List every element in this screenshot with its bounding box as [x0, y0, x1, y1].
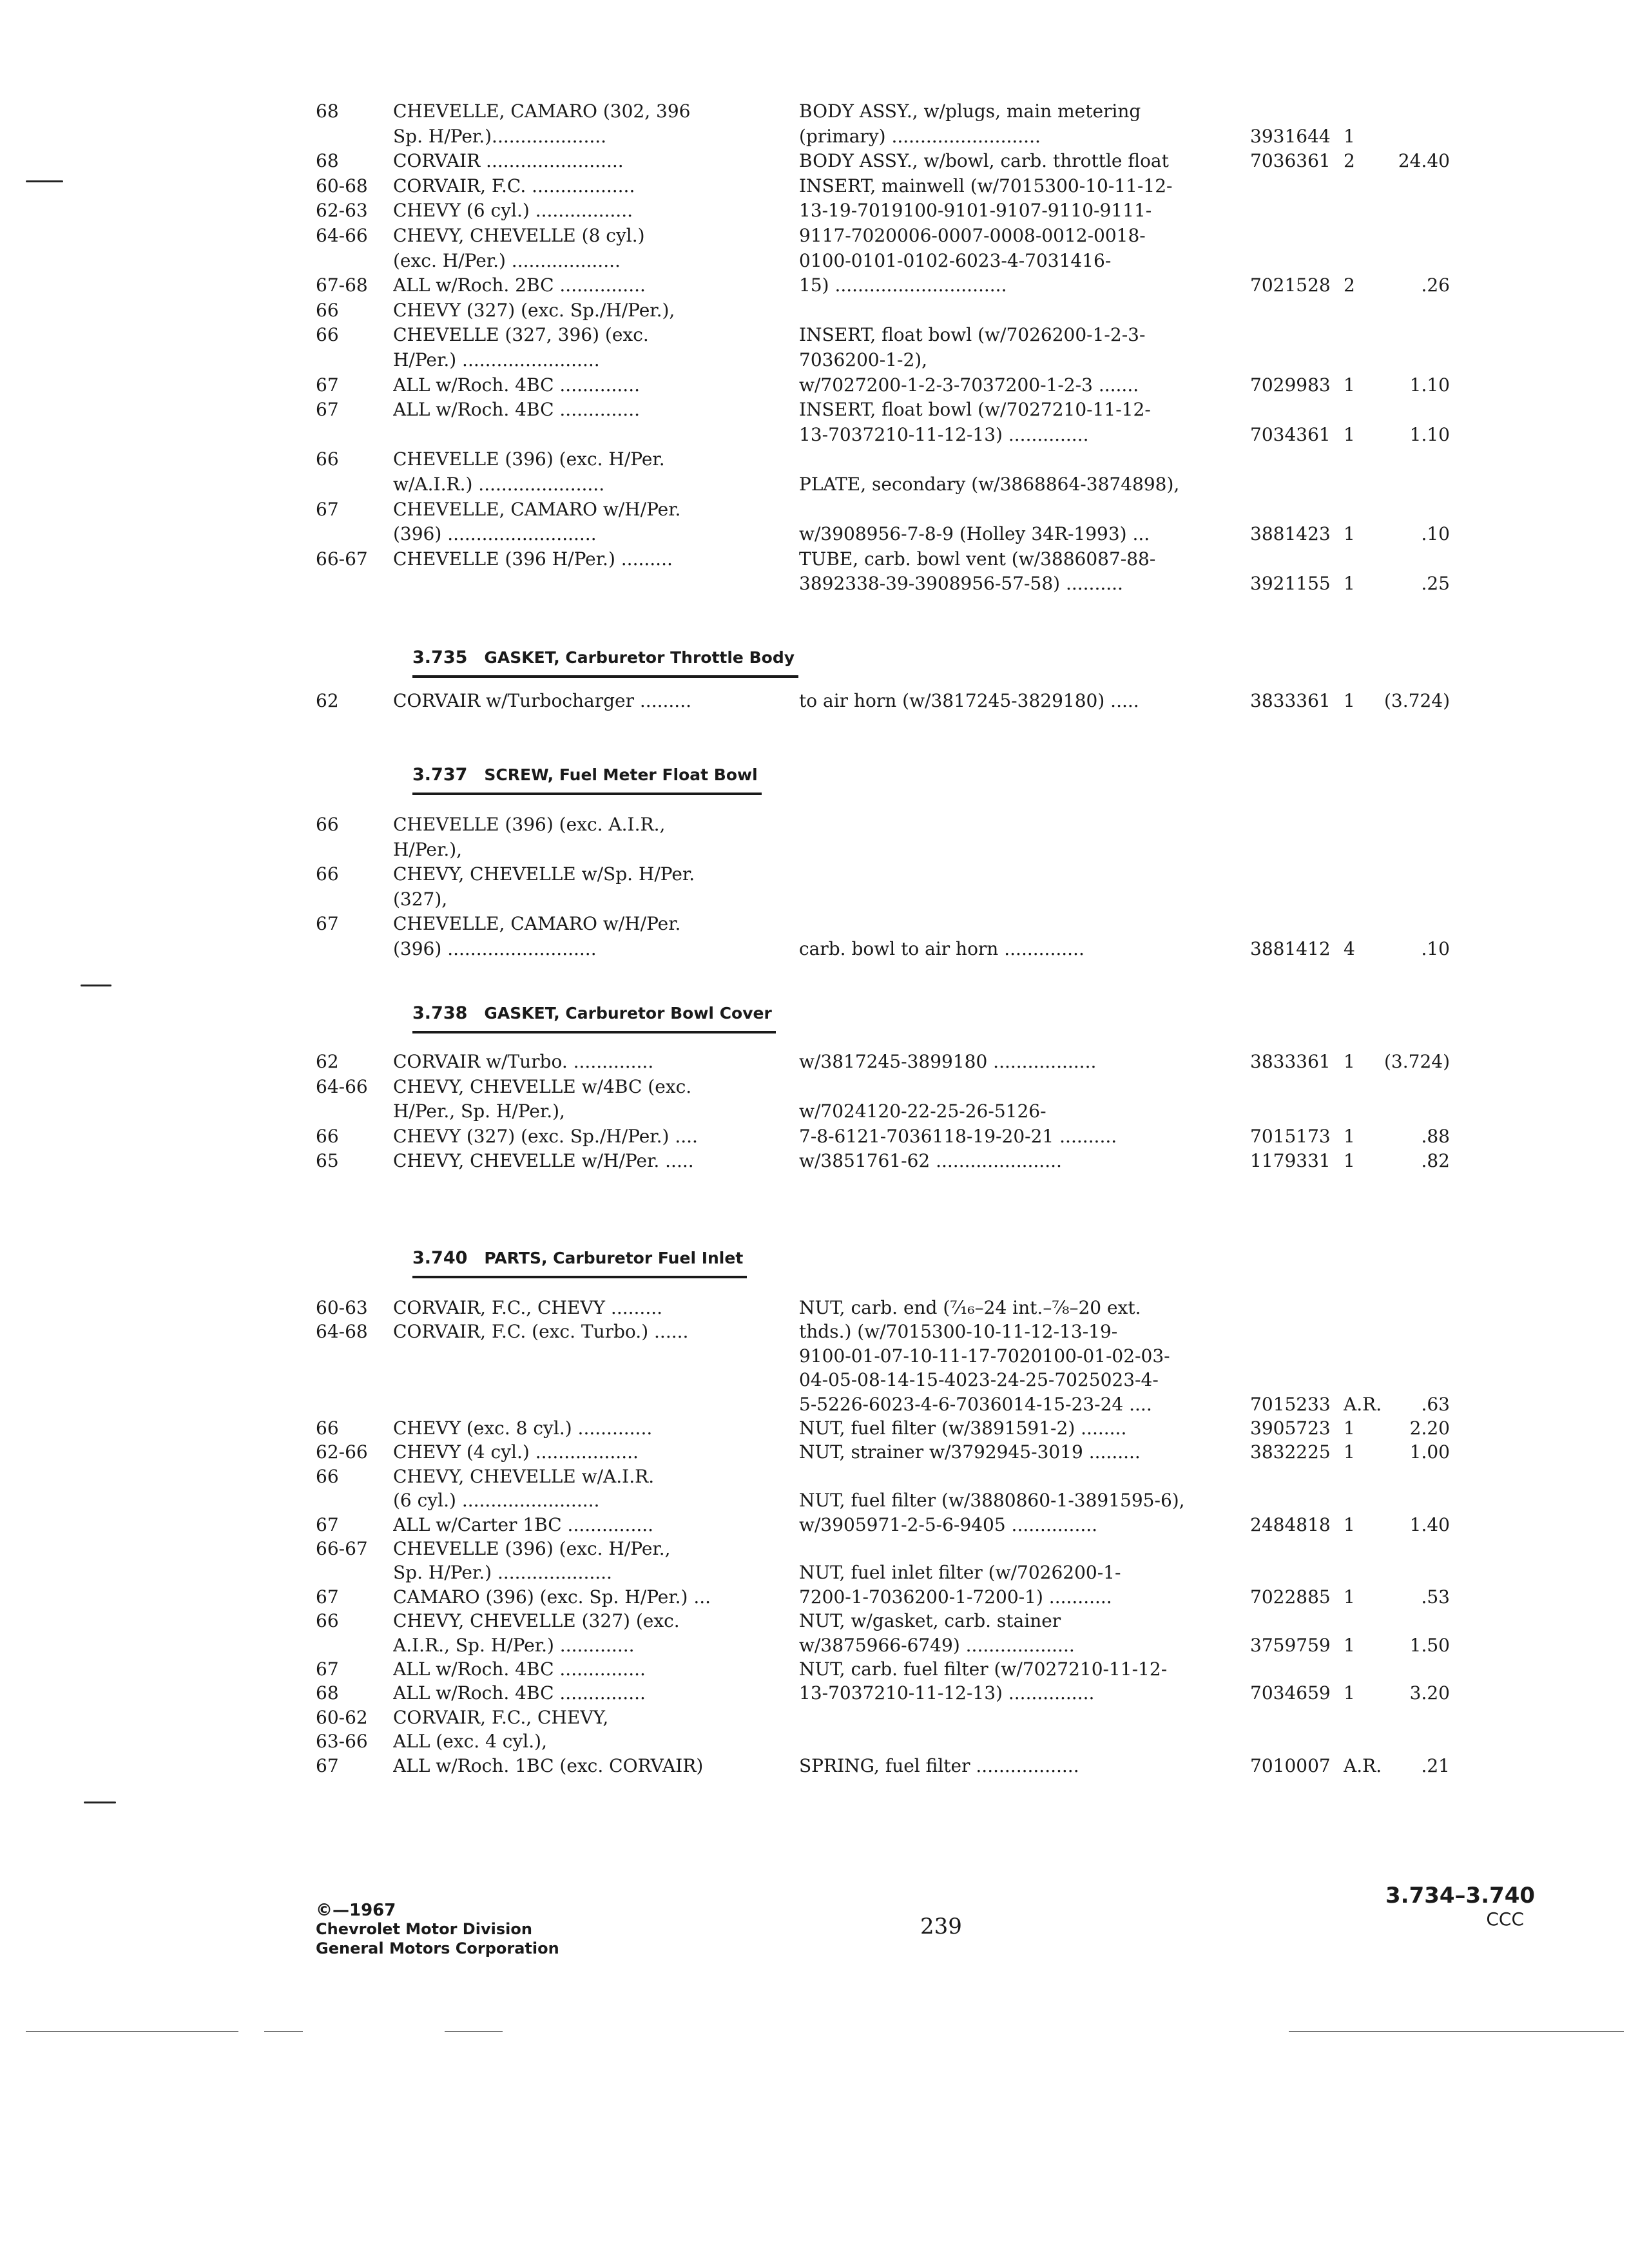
model-cell: ALL w/Roch. 4BC ............... [393, 1658, 646, 1680]
model-cell: CHEVY (327) (exc. Sp./H/Per.) .... [393, 1126, 698, 1147]
table-row [0, 1417, 1629, 1443]
year-cell: 68 [316, 150, 339, 171]
part-number-cell: 2484818 [1250, 1514, 1331, 1535]
description-cell: 0100-0101-0102-6023-4-7031416- [799, 250, 1112, 271]
price-cell: .10 [1421, 523, 1450, 544]
model-cell: CHEVELLE, CAMARO w/H/Per. [393, 913, 681, 934]
quantity-cell: 1 [1344, 126, 1355, 147]
description-cell: NUT, w/gasket, carb. stainer [799, 1610, 1061, 1631]
price-cell: 1.40 [1409, 1514, 1450, 1535]
table-row [0, 1682, 1629, 1707]
part-number-cell: 1179331 [1250, 1150, 1331, 1171]
year-cell: 66-67 [316, 548, 368, 570]
description-cell: 04-05-08-14-15-4023-24-25-7025023-4- [799, 1369, 1159, 1390]
table-row [0, 398, 1629, 424]
table-row [0, 1125, 1629, 1151]
part-number-cell: 3881412 [1250, 938, 1331, 959]
year-cell: 67 [316, 1755, 339, 1776]
price-cell: .82 [1421, 1150, 1450, 1171]
table-row [0, 1561, 1629, 1587]
section-header [412, 644, 798, 678]
description-cell: INSERT, mainwell (w/7015300-10-11-12- [799, 175, 1173, 197]
year-cell: 65 [316, 1150, 339, 1171]
table-row [0, 149, 1629, 175]
bottom-rule [445, 2031, 503, 2032]
model-cell: (6 cyl.) ........................ [393, 1490, 600, 1511]
year-cell: 64-68 [316, 1321, 368, 1342]
model-cell: Sp. H/Per.).................... [393, 126, 607, 147]
part-number-cell: 7015233 [1250, 1394, 1331, 1415]
part-number-cell: 3832225 [1250, 1441, 1331, 1463]
table-row [0, 1634, 1629, 1660]
description-cell: NUT, carb. fuel filter (w/7027210-11-12- [799, 1658, 1168, 1680]
description-cell: 5-5226-6023-4-6-7036014-15-23-24 .... [799, 1394, 1152, 1415]
price-cell: (3.724) [1383, 690, 1450, 711]
quantity-cell: 1 [1344, 1418, 1355, 1439]
table-row [0, 572, 1629, 598]
description-cell: (primary) .......................... [799, 126, 1041, 147]
footer-division: Chevrolet Motor Division [316, 1920, 532, 1938]
description-cell: 7036200-1-2), [799, 349, 928, 370]
bottom-rule [26, 2031, 238, 2032]
model-cell: CHEVY (exc. 8 cyl.) ............. [393, 1418, 653, 1439]
model-cell: CORVAIR w/Turbo. .............. [393, 1051, 654, 1072]
model-cell: CORVAIR ........................ [393, 150, 624, 171]
description-cell: BODY ASSY., w/plugs, main metering [799, 101, 1141, 122]
description-cell: SPRING, fuel filter .................. [799, 1755, 1079, 1776]
part-number-cell: 7036361 [1250, 150, 1331, 171]
model-cell: CORVAIR, F.C., CHEVY, [393, 1707, 609, 1728]
year-cell: 67 [316, 913, 339, 934]
description-cell: 9117-7020006-0007-0008-0012-0018- [799, 225, 1146, 246]
price-cell: (3.724) [1383, 1051, 1450, 1072]
part-number-cell: 7034659 [1250, 1682, 1331, 1704]
table-row [0, 299, 1629, 325]
price-cell: .25 [1421, 573, 1450, 594]
model-cell: H/Per., Sp. H/Per.), [393, 1100, 565, 1122]
description-cell: w/3851761-62 ...................... [799, 1150, 1062, 1171]
part-number-cell: 7010007 [1250, 1755, 1331, 1776]
price-cell: .63 [1421, 1394, 1450, 1415]
model-cell: CHEVY (4 cyl.) .................. [393, 1441, 639, 1463]
table-row [0, 175, 1629, 200]
page-number: 239 [920, 1914, 962, 1939]
description-cell: w/3908956-7-8-9 (Holley 34R-1993) ... [799, 523, 1150, 544]
model-cell: CORVAIR, F.C. (exc. Turbo.) ...... [393, 1321, 689, 1342]
year-cell: 62 [316, 690, 339, 711]
section-number: 3.740 [412, 1248, 468, 1268]
table-row [0, 1706, 1629, 1732]
year-cell: 66 [316, 863, 339, 885]
price-cell: 1.50 [1409, 1635, 1450, 1656]
table-row [0, 548, 1629, 573]
table-row [0, 523, 1629, 548]
price-cell: 1.00 [1409, 1441, 1450, 1463]
quantity-cell: A.R. [1344, 1394, 1382, 1415]
description-cell: 9100-01-07-10-11-17-7020100-01-02-03- [799, 1345, 1170, 1367]
model-cell: CHEVELLE (396) (exc. A.I.R., [393, 814, 666, 835]
description-cell: 15) .............................. [799, 274, 1007, 296]
part-number-cell: 7022885 [1250, 1586, 1331, 1608]
description-cell: to air horn (w/3817245-3829180) ..... [799, 690, 1139, 711]
quantity-cell: 1 [1344, 690, 1355, 711]
margin-mark [84, 1802, 116, 1803]
price-cell: .88 [1421, 1126, 1450, 1147]
year-cell: 62-63 [316, 200, 368, 221]
year-cell: 67 [316, 399, 339, 420]
description-cell: INSERT, float bowl (w/7026200-1-2-3- [799, 324, 1146, 345]
table-row [0, 498, 1629, 524]
table-row [0, 1075, 1629, 1101]
year-cell: 66 [316, 814, 339, 835]
year-cell: 68 [316, 101, 339, 122]
part-number-cell: 3931644 [1250, 126, 1331, 147]
quantity-cell: 2 [1344, 150, 1355, 171]
description-cell: NUT, fuel filter (w/3880860-1-3891595-6), [799, 1490, 1185, 1511]
model-cell: ALL w/Carter 1BC ............... [393, 1514, 654, 1535]
model-cell: (396) .......................... [393, 938, 597, 959]
price-cell: 1.10 [1409, 374, 1450, 396]
year-cell: 66 [316, 1418, 339, 1439]
model-cell: ALL w/Roch. 4BC ............... [393, 1682, 646, 1704]
year-cell: 64-66 [316, 225, 368, 246]
section-title: GASKET, Carburetor Throttle Body [484, 648, 795, 667]
table-row [0, 323, 1629, 349]
table-row [0, 1730, 1629, 1756]
table-row [0, 937, 1629, 963]
table-row [0, 1514, 1629, 1539]
table-row [0, 912, 1629, 938]
price-cell: .21 [1421, 1755, 1450, 1776]
table-row [0, 1441, 1629, 1466]
quantity-cell: 1 [1344, 1635, 1355, 1656]
year-cell: 66 [316, 324, 339, 345]
model-cell: CHEVY, CHEVELLE w/Sp. H/Per. [393, 863, 695, 885]
table-row [0, 1754, 1629, 1780]
model-cell: A.I.R., Sp. H/Per.) ............. [393, 1635, 635, 1656]
table-row [0, 274, 1629, 300]
section-header [412, 1245, 747, 1278]
description-cell: w/7027200-1-2-3-7037200-1-2-3 ....... [799, 374, 1139, 396]
description-cell: w/3817245-3899180 .................. [799, 1051, 1097, 1072]
quantity-cell: 1 [1344, 1682, 1355, 1704]
table-row [0, 838, 1629, 864]
table-row [0, 1586, 1629, 1611]
model-cell: CORVAIR w/Turbocharger ......... [393, 690, 691, 711]
section-number: 3.738 [412, 1003, 468, 1023]
footer-corporation: General Motors Corporation [316, 1939, 559, 1957]
quantity-cell: 4 [1344, 938, 1355, 959]
model-cell: ALL w/Roch. 4BC .............. [393, 399, 641, 420]
model-cell: H/Per.), [393, 839, 463, 860]
section-range: 3.734–3.740 [1385, 1883, 1536, 1908]
quantity-cell: 1 [1344, 374, 1355, 396]
table-row [0, 1149, 1629, 1175]
table-row [0, 423, 1629, 449]
quantity-cell: 1 [1344, 573, 1355, 594]
year-cell: 63-66 [316, 1731, 368, 1752]
year-cell: 66 [316, 448, 339, 470]
description-cell: 7-8-6121-7036118-19-20-21 .......... [799, 1126, 1117, 1147]
table-row [0, 1610, 1629, 1635]
section-number: 3.737 [412, 765, 468, 785]
model-cell: H/Per.) ........................ [393, 349, 600, 370]
description-cell: NUT, fuel filter (w/3891591-2) ........ [799, 1418, 1127, 1439]
year-cell: 64-66 [316, 1076, 368, 1097]
quantity-cell: 1 [1344, 523, 1355, 544]
description-cell: NUT, fuel inlet filter (w/7026200-1- [799, 1562, 1121, 1583]
description-cell: PLATE, secondary (w/3868864-3874898), [799, 474, 1180, 495]
margin-mark [26, 180, 63, 182]
model-cell: CHEVY, CHEVELLE w/4BC (exc. [393, 1076, 692, 1097]
year-cell: 67 [316, 374, 339, 396]
year-cell: 66 [316, 300, 339, 321]
year-cell: 67 [316, 1658, 339, 1680]
bottom-rule [264, 2031, 303, 2032]
table-row [0, 1100, 1629, 1126]
table-row [0, 1393, 1629, 1419]
model-cell: CORVAIR, F.C. .................. [393, 175, 635, 197]
description-cell: carb. bowl to air horn .............. [799, 938, 1084, 959]
table-row [0, 1658, 1629, 1684]
description-cell: 3892338-39-3908956-57-58) .......... [799, 573, 1123, 594]
model-cell: Sp. H/Per.) .................... [393, 1562, 612, 1583]
table-row [0, 1465, 1629, 1491]
description-cell: 13-19-7019100-9101-9107-9110-9111- [799, 200, 1152, 221]
year-cell: 66 [316, 1610, 339, 1631]
quantity-cell: 1 [1344, 1441, 1355, 1463]
model-cell: ALL w/Roch. 4BC .............. [393, 374, 641, 396]
table-row [0, 125, 1629, 151]
table-row [0, 1369, 1629, 1394]
table-row [0, 224, 1629, 250]
description-cell: w/3905971-2-5-6-9405 ............... [799, 1514, 1098, 1535]
table-row [0, 1296, 1629, 1322]
table-row [0, 689, 1629, 715]
model-cell: CHEVELLE (396) (exc. H/Per., [393, 1538, 671, 1559]
table-row [0, 863, 1629, 889]
price-cell: 24.40 [1398, 150, 1450, 171]
description-cell: thds.) (w/7015300-10-11-12-13-19- [799, 1321, 1118, 1342]
quantity-cell: 1 [1344, 1150, 1355, 1171]
price-cell: 2.20 [1409, 1418, 1450, 1439]
model-cell: CHEVELLE (327, 396) (exc. [393, 324, 649, 345]
year-cell: 67 [316, 499, 339, 520]
model-cell: ALL w/Roch. 1BC (exc. CORVAIR) [393, 1755, 704, 1776]
year-cell: 67-68 [316, 274, 368, 296]
year-cell: 66 [316, 1126, 339, 1147]
model-cell: CHEVELLE, CAMARO (302, 396 [393, 101, 691, 122]
quantity-cell: 1 [1344, 424, 1355, 445]
model-cell: CHEVY (6 cyl.) ................. [393, 200, 633, 221]
section-header [412, 762, 762, 795]
description-cell: NUT, carb. end (⁷⁄₁₆–24 int.–⁷⁄₈–20 ext. [799, 1297, 1141, 1318]
table-row [0, 199, 1629, 225]
table-row [0, 888, 1629, 914]
footer-copyright: ©—1967 [316, 1901, 396, 1920]
description-cell: w/7024120-22-25-26-5126- [799, 1100, 1046, 1122]
table-row [0, 1320, 1629, 1346]
section-number: 3.735 [412, 648, 468, 668]
description-cell: 13-7037210-11-12-13) .............. [799, 424, 1089, 445]
quantity-cell: 1 [1344, 1051, 1355, 1072]
model-cell: CHEVY, CHEVELLE (327) (exc. [393, 1610, 680, 1631]
year-cell: 60-68 [316, 175, 368, 197]
table-row [0, 349, 1629, 374]
description-cell: INSERT, float bowl (w/7027210-11-12- [799, 399, 1151, 420]
model-cell: (396) .......................... [393, 523, 597, 544]
model-cell: CHEVELLE (396) (exc. H/Per. [393, 448, 665, 470]
quantity-cell: 1 [1344, 1126, 1355, 1147]
quantity-cell: 2 [1344, 274, 1355, 296]
description-cell: 7200-1-7036200-1-7200-1) ........... [799, 1586, 1112, 1608]
model-cell: CORVAIR, F.C., CHEVY ......... [393, 1297, 663, 1318]
year-cell: 67 [316, 1514, 339, 1535]
part-number-cell: 3759759 [1250, 1635, 1331, 1656]
model-cell: CHEVY, CHEVELLE w/H/Per. ..... [393, 1150, 694, 1171]
part-number-cell: 7015173 [1250, 1126, 1331, 1147]
description-cell: w/3875966-6749) ................... [799, 1635, 1075, 1656]
table-row [0, 1345, 1629, 1370]
part-number-cell: 7029983 [1250, 374, 1331, 396]
description-cell: NUT, strainer w/3792945-3019 ......... [799, 1441, 1141, 1463]
price-cell: .53 [1421, 1586, 1450, 1608]
price-cell: .10 [1421, 938, 1450, 959]
model-cell: CHEVY, CHEVELLE (8 cyl.) [393, 225, 645, 246]
year-cell: 62-66 [316, 1441, 368, 1463]
description-cell: BODY ASSY., w/bowl, carb. throttle float [799, 150, 1169, 171]
model-cell: ALL (exc. 4 cyl.), [393, 1731, 547, 1752]
year-cell: 60-62 [316, 1707, 368, 1728]
year-cell: 68 [316, 1682, 339, 1704]
part-number-cell: 3905723 [1250, 1418, 1331, 1439]
table-row [0, 1537, 1629, 1563]
price-cell: 3.20 [1409, 1682, 1450, 1704]
margin-mark [81, 985, 111, 986]
model-cell: CHEVELLE, CAMARO w/H/Per. [393, 499, 681, 520]
model-cell: CAMARO (396) (exc. Sp. H/Per.) ... [393, 1586, 711, 1608]
part-number-cell: 3833361 [1250, 1051, 1331, 1072]
quantity-cell: A.R. [1344, 1755, 1382, 1776]
model-cell: (327), [393, 889, 448, 910]
table-row [0, 448, 1629, 474]
quantity-cell: 1 [1344, 1514, 1355, 1535]
part-number-cell: 7021528 [1250, 274, 1331, 296]
model-cell: CHEVELLE (396 H/Per.) ......... [393, 548, 673, 570]
table-row [0, 249, 1629, 275]
year-cell: 66-67 [316, 1538, 368, 1559]
model-cell: w/A.I.R.) ...................... [393, 474, 605, 495]
table-row [0, 374, 1629, 399]
price-cell: 1.10 [1409, 424, 1450, 445]
table-row [0, 1489, 1629, 1515]
part-number-cell: 3833361 [1250, 690, 1331, 711]
footer-code: CCC [1486, 1908, 1524, 1930]
model-cell: CHEVY, CHEVELLE w/A.I.R. [393, 1466, 655, 1487]
part-number-cell: 3881423 [1250, 523, 1331, 544]
model-cell: CHEVY (327) (exc. Sp./H/Per.), [393, 300, 675, 321]
description-cell: 13-7037210-11-12-13) ............... [799, 1682, 1095, 1704]
year-cell: 66 [316, 1466, 339, 1487]
part-number-cell: 3921155 [1250, 573, 1331, 594]
table-row [0, 100, 1629, 126]
year-cell: 62 [316, 1051, 339, 1072]
table-row [0, 473, 1629, 499]
table-row [0, 813, 1629, 839]
model-cell: (exc. H/Per.) ................... [393, 250, 621, 271]
section-title: PARTS, Carburetor Fuel Inlet [484, 1249, 744, 1267]
year-cell: 67 [316, 1586, 339, 1608]
quantity-cell: 1 [1344, 1586, 1355, 1608]
description-cell: TUBE, carb. bowl vent (w/3886087-88- [799, 548, 1156, 570]
part-number-cell: 7034361 [1250, 424, 1331, 445]
model-cell: ALL w/Roch. 2BC ............... [393, 274, 646, 296]
price-cell: .26 [1421, 274, 1450, 296]
table-row [0, 1050, 1629, 1076]
section-title: SCREW, Fuel Meter Float Bowl [484, 765, 758, 784]
section-header [412, 1000, 776, 1033]
year-cell: 60-63 [316, 1297, 368, 1318]
section-title: GASKET, Carburetor Bowl Cover [484, 1004, 772, 1023]
bottom-rule [1289, 2031, 1624, 2032]
